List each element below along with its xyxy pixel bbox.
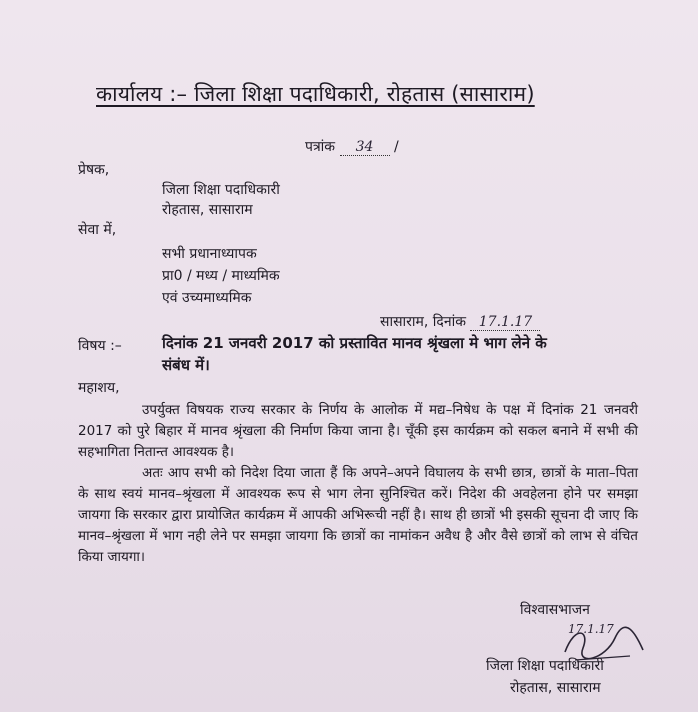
subject-line-2: संबंध में। [162, 356, 210, 374]
reference-label: पत्रांक [305, 139, 336, 155]
paragraph-1-text: उपर्युक्त विषयक राज्य सरकार के निर्णय के आलोक में मद्य–निषेध के पक्ष में दिनांक 21 जनवरी 2017 को पुरे बिहार में मानव श्रृंखला की निर्माण किया जाना है। चूँकी इस कार्यक्रम को सकल बनाने में सभी की सहभागिता नितान्त आवश्यक है। [78, 402, 638, 460]
recipient-label: सेवा में, [78, 222, 117, 238]
reference-number: 34 [340, 139, 390, 156]
signatory-designation: जिला शिक्षा पदाधिकारी [486, 658, 604, 674]
closing-phrase: विश्वासभाजन [520, 602, 590, 618]
sender-line-1: जिला शिक्षा पदाधिकारी [162, 182, 280, 198]
date-label: सासाराम, दिनांक [380, 314, 467, 330]
date-line [380, 312, 540, 331]
paragraph-2-text: अतः आप सभी को निदेश दिया जाता हैं कि अपने–अपने विघालय के सभी छात्र, छात्रों के माता–पिता के साथ स्वयं मानव–श्रृंखला में आवश्यक रूप से भाग लेना सुनिश्चित करें। निदेश की अवहेलना होने पर समझा जायगा कि सरकार द्वारा प्रायोजित कार्यक्रम में आपकी अभिरूची नहीं है। साथ ही छात्रों भी इसकी सूचना दी जाए कि मानव–श्रृंखला में भाग नही लेने पर समझा जायगा कि छात्रों का नामांकन अवैध है और वैसे छात्रों को लाभ से वंचित किया जायगा। [78, 465, 638, 565]
recipient-line-3: एवं उच्यमाध्यमिक [162, 290, 252, 306]
date-value: 17.1.17 [470, 314, 540, 331]
recipient-line-1: सभी प्रधानाध्यापक [162, 246, 257, 262]
paragraph-1 [78, 400, 638, 463]
reference-line [305, 137, 399, 156]
reference-suffix: / [393, 139, 399, 155]
sender-line-2: रोहतास, सासाराम [162, 202, 253, 218]
subject-label: विषय :– [78, 338, 122, 354]
subject-line-1: दिनांक 21 जनवरी 2017 को प्रस्तावित मानव श्रृंखला मे भाग लेने के [162, 334, 547, 352]
recipient-line-2: प्रा0 / मध्य / माध्यमिक [162, 268, 280, 284]
office-title: कार्यालय :– जिला शिक्षा पदाधिकारी, रोहतास (सासाराम) [96, 82, 535, 106]
salutation: महाशय, [78, 380, 120, 396]
paragraph-2 [78, 463, 638, 568]
signatory-place: रोहतास, सासाराम [510, 680, 601, 696]
sender-label: प्रेषक, [78, 162, 110, 178]
signature-date: 17.1.17 [568, 622, 614, 636]
